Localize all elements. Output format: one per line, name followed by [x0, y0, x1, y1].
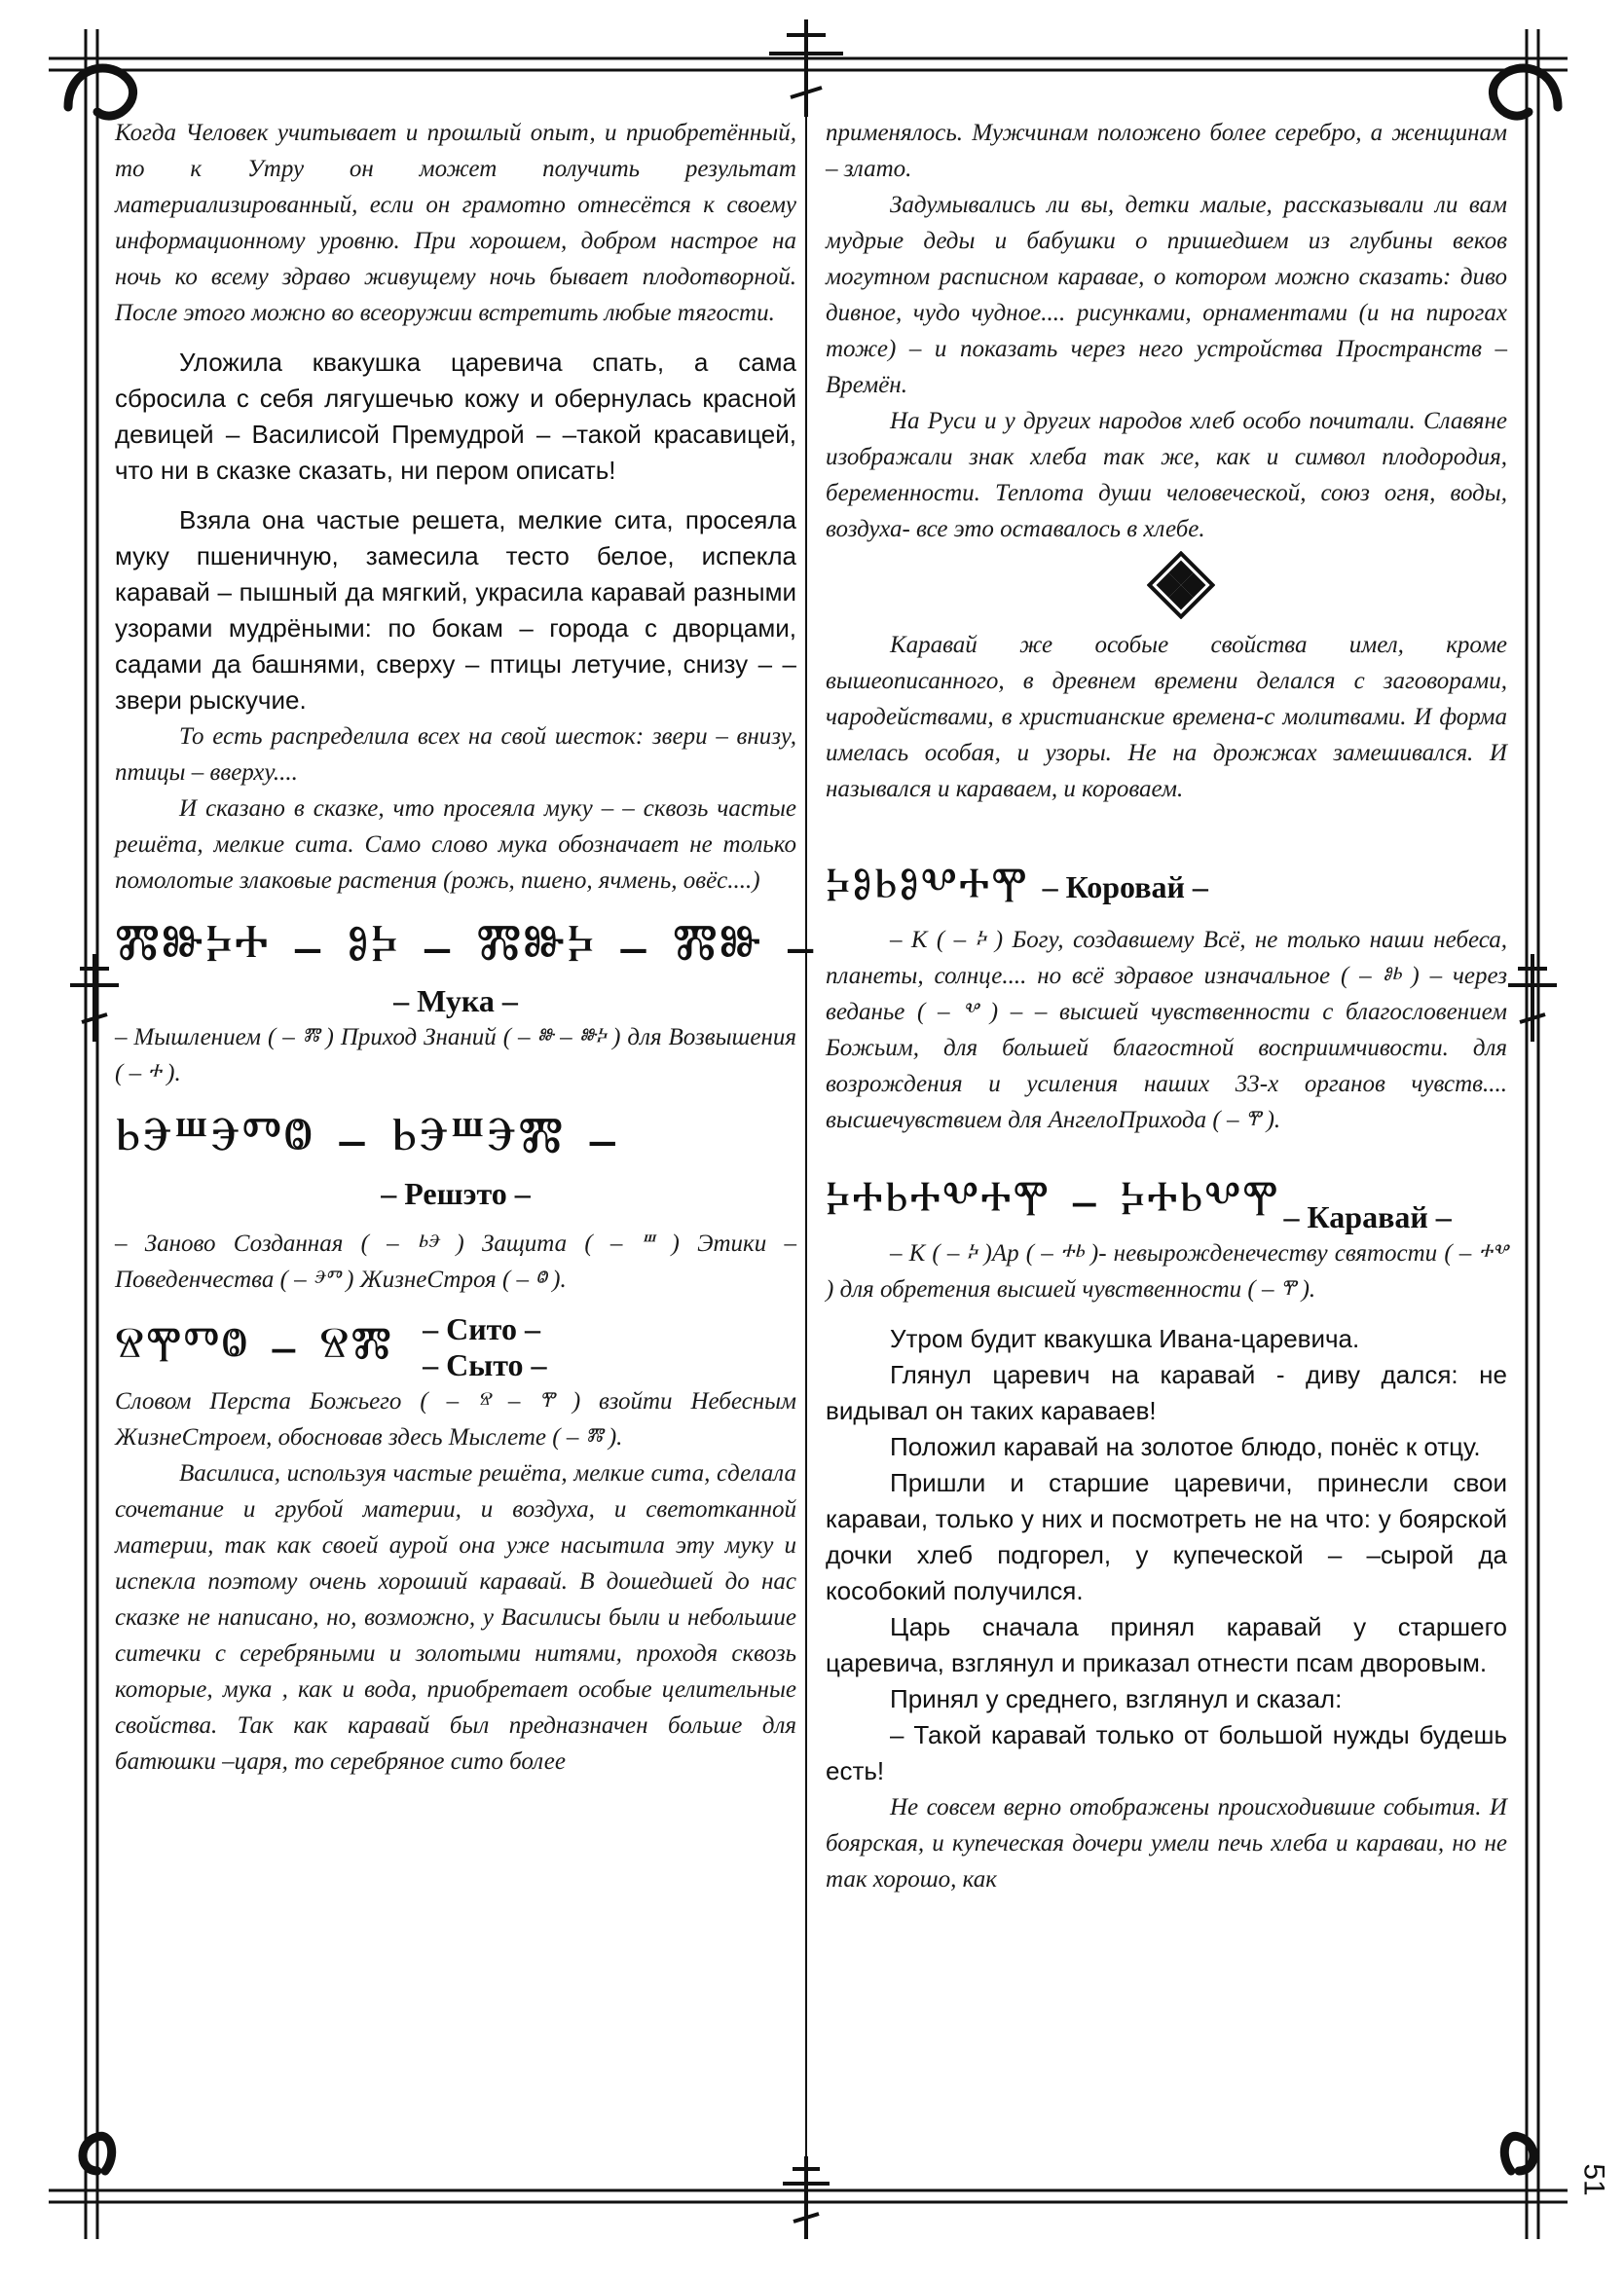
resheto-definition: – Заново Созданная ( – ⱃⰵ ) Защита ( – ⱎ ) Этики – Поведенчества ( – ⰵⱅ ) ЖизнеСтроя ( – ⱉ ). — [115, 1231, 796, 1293]
paragraph: Принял у среднего, взглянул и сказал: — [890, 1684, 1343, 1713]
paragraph: Не совсем верно отображены происходившие события. И боярская, и купеческая дочери умели печь хлеба и караваи, но не так хорошо, как — [826, 1794, 1507, 1893]
karavai-definition: – К ( – ⰽ )Ар ( – ⰰⱃ )- невырожденечеству святости ( – ⰰⰲ ) для обретения высшей чувственности ( – ⰹ ). — [826, 1240, 1507, 1303]
paragraph: Пришли и старшие царевичи, принесли свои караваи, только у них и посмотреть не на что: у боярской дочки хлеб подгорел, у купеческой – –сырой да кособокий получился. — [826, 1468, 1507, 1605]
left-column — [115, 115, 819, 1780]
korovai-heading: – Коровай – — [1042, 868, 1208, 904]
paragraph: На Руси и у других народов хлеб особо почитали. Славяне изображали знак хлеба так же, как и символ плодородия, беременности. Теплота души человеческой, союз огня, воды, воздуха- все это оставалось в хлебе. — [826, 408, 1507, 542]
syto-heading: – Сыто – — [423, 1347, 547, 1382]
paragraph: – Такой каравай только от большой нужды будешь есть! — [826, 1720, 1507, 1785]
paragraph: Глянул царевич на каравай - диву дался: не видывал он таких караваев! — [826, 1360, 1507, 1425]
right-column — [826, 115, 1507, 1897]
paragraph: Василиса, используя частые решёта, мелкие сита, сделала сочетание и грубой материи, и воздуха, и светотканной материи, так как своей аурой она уже насытила эту муку и испекла поэтому очень хороший каравай. В дошедшей до нас сказке не написано, но, возможно, у Василисы были и небольшие ситечки с серебряными и золотыми нитями, проходя сквозь которые, мука , как и вода, приобретает особые целительные свойства. Так как каравай был предназначен больше для батюшки –царя, то серебряное сито более — [115, 1460, 796, 1775]
paragraph: Утром будит квакушка Ивана-царевича. — [890, 1324, 1360, 1353]
korovai-glyph-word: ⰽⱁⱃⱁⰲⰰⰹ — [826, 854, 1029, 920]
karavai-heading: – Каравай – — [1283, 1199, 1452, 1234]
paragraph: Каравай же особые свойства имел, кроме вышеописанного, в древнем времени делался с заговорами, чародействами, в христианские времена-с молитвами. И форма имелась особая, и узоры. Не на дрожжах замешивался. И назывался и караваем, и короваем. — [826, 632, 1507, 802]
paragraph: Когда Человек учитывает и прошлый опыт, и приобретённый, то к Утру он может получить результат материализированный, если он грамотно отнесётся к своему информационному уровню. При хорошем, добром настрое на ночь ко всему здраво живущему ночь бывает плодотворной. После этого можно во всеоружии встретить любые тягости. — [115, 120, 796, 326]
korovai-definition: – К ( – ⰽ ) Богу, создавшему Всё, не только наши небеса, планеты, солнце.... но всё здравое изначальное ( – ⱁⱃ ) – через веданье ( – ⰲ ) – – высшей чувственности с благословением Божьим, для большей благостной восприимчивости. для возрождения и усиления наших 33-х органов чувств.... высшечувствием для АнгелоПрихода ( – ⰹ ). — [826, 927, 1507, 1133]
paragraph: То есть распределила всех на свой шесток: звери – внизу, птицы – вверху.... — [115, 723, 796, 786]
muka-heading: – Мука – — [393, 983, 518, 1018]
paragraph: Уложила квакушка царевича спать, а сама сбросила с себя лягушечью кожу и обернулась красной девицей – Василисой Премудрой – –такой красавицей, что ни в сказке сказать, ни пером описать! — [115, 348, 796, 485]
paragraph: Царь сначала принял каравай у старшего царевича, взглянул и приказал отнести псам дворовым. — [826, 1612, 1507, 1677]
karavai-glyph-word: ⰽⰰⱃⰰⰲⰰⰹ – ⰽⰰⱃⰲⰹ — [826, 1167, 1280, 1233]
sito-glyph-word: ⱄⰹⱅⱉ – ⱄⰿ — [115, 1313, 394, 1379]
paragraph: И сказано в сказке, что просеяла муку – – сквозь частые решёта, мелкие сита. Само слово мука обозначает не только помолотые злаковые растения (рожь, пшено, ячмень, овёс....) — [115, 795, 796, 894]
page-number: 51 — [1577, 2163, 1610, 2196]
paragraph: применялось. Мужчинам положено более серебро, а женщинам – злато. — [826, 120, 1507, 182]
bread-sign-icon — [1147, 551, 1215, 619]
paragraph: Задумывались ли вы, детки малые, рассказывали ли вам мудрые деды и бабушки о пришедшем из глубины веков могутном расписном каравае, о котором можно сказать: диво дивное, чудо чудное.... рисунками, орнаментами (и на пирогах тоже) – и показать через него устройства Пространств – Времён. — [826, 192, 1507, 398]
sito-heading: – Сито – — [423, 1311, 540, 1346]
paragraph: Взяла она частые решета, мелкие сита, просеяла муку пшеничную, замесила тесто белое, испекла каравай – пышный да мягкий, украсила каравай разными узорами мудрёными: по бокам – города с дворцами, садами да башнями, сверху – птицы летучие, снизу – –звери рыскучие. — [115, 505, 796, 715]
resheto-heading: – Решэто – — [381, 1176, 531, 1211]
paragraph: Положил каравай на золотое блюдо, понёс к отцу. — [890, 1432, 1481, 1461]
muka-definition: – Мышлением ( – ⰿ ) Приход Знаний ( – ⱆ – ⱆⰽ ) для Возвышения ( – ⰰ ). — [115, 1024, 796, 1086]
muka-glyph-word: ⰿⱆⰽⰰ – ⱁⰽ – ⰿⱆⰽ – ⰿⱆ – — [115, 911, 819, 983]
resheto-glyph-word: ⱃⰵⱎⰵⱅⱉ – ⱃⰵⱎⰵⰿ – — [115, 1104, 620, 1176]
sito-definition: Словом Перста Божьего ( – ⱄ – ⰹ ) взойти Небесным ЖизнеСтроем, обосновав здесь Мыслете ( – ⰿ ). — [115, 1388, 796, 1451]
